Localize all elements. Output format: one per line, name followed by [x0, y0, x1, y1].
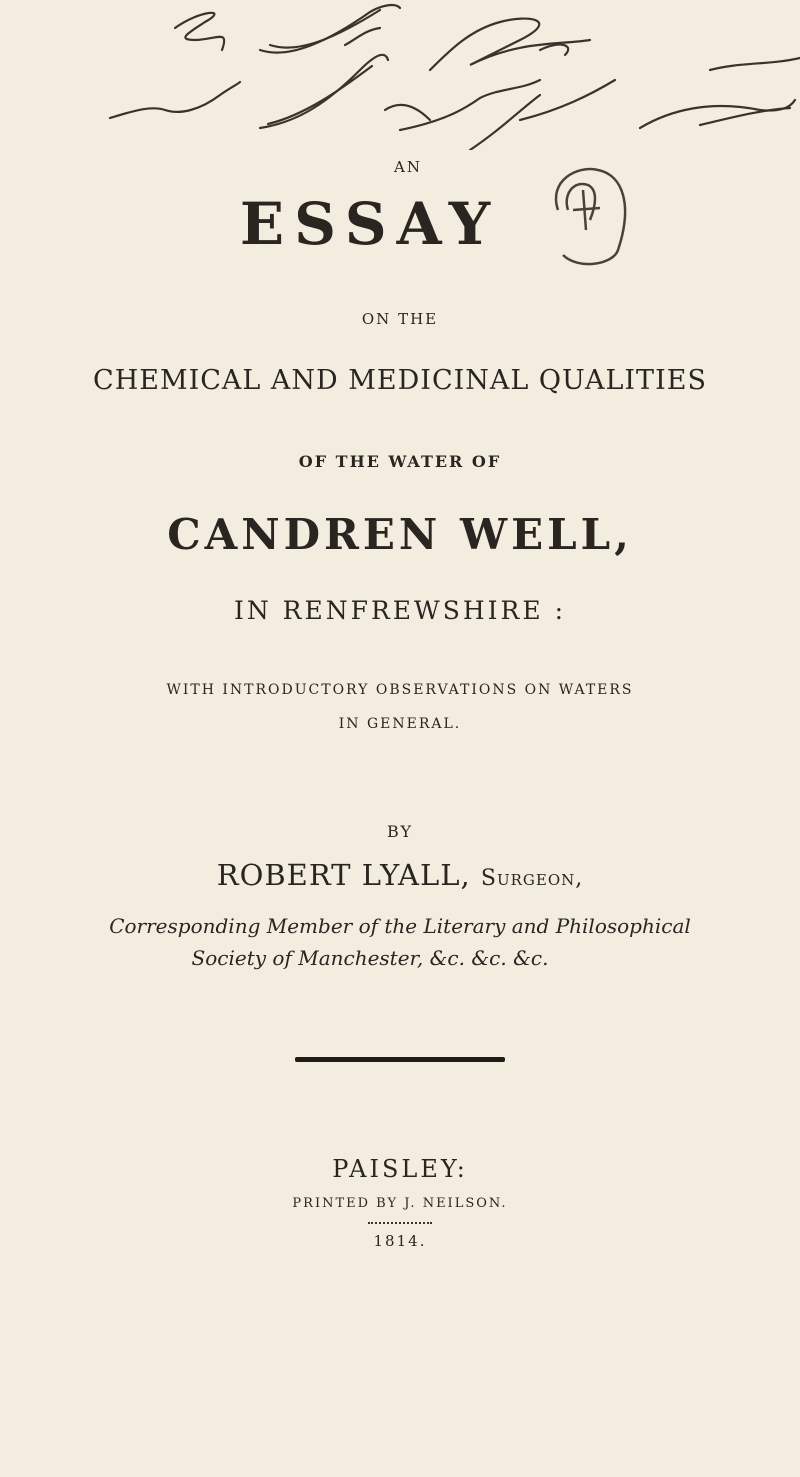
author-name: ROBERT LYALL, — [216, 858, 471, 892]
location-line: IN RENFREWSHIRE : — [233, 596, 566, 625]
imprint-place: PAISLEY: — [332, 1155, 468, 1183]
well-name: CANDREN WELL, — [167, 510, 633, 559]
dotted-divider — [368, 1222, 432, 1226]
subtitle-line-1: WITH INTRODUCTORY OBSERVATIONS ON WATERS — [166, 682, 634, 698]
affiliation-line-2: Society of Manchester, &c. &c. &c. — [191, 946, 549, 970]
subject-line: CHEMICAL AND MEDICINAL QUALITIES — [93, 365, 707, 396]
author-line — [0, 858, 800, 892]
imprint-year: 1814. — [373, 1232, 427, 1250]
affiliation-line-1: Corresponding Member of the Literary and Philosophical — [109, 914, 691, 938]
imprint-printer: PRINTED BY J. NEILSON. — [292, 1196, 508, 1211]
divider-rule — [295, 1057, 505, 1062]
subtitle-line-2: IN GENERAL. — [338, 716, 462, 732]
essay-prefix: AN — [394, 158, 422, 176]
essay-heading: ESSAY — [239, 190, 501, 258]
handwritten-signature — [0, 0, 800, 150]
by-line: BY — [386, 822, 414, 841]
on-the-line: ON THE — [361, 310, 439, 328]
author-role: Surgeon, — [480, 866, 584, 891]
of-the-water-line: OF THE WATER OF — [298, 452, 502, 471]
